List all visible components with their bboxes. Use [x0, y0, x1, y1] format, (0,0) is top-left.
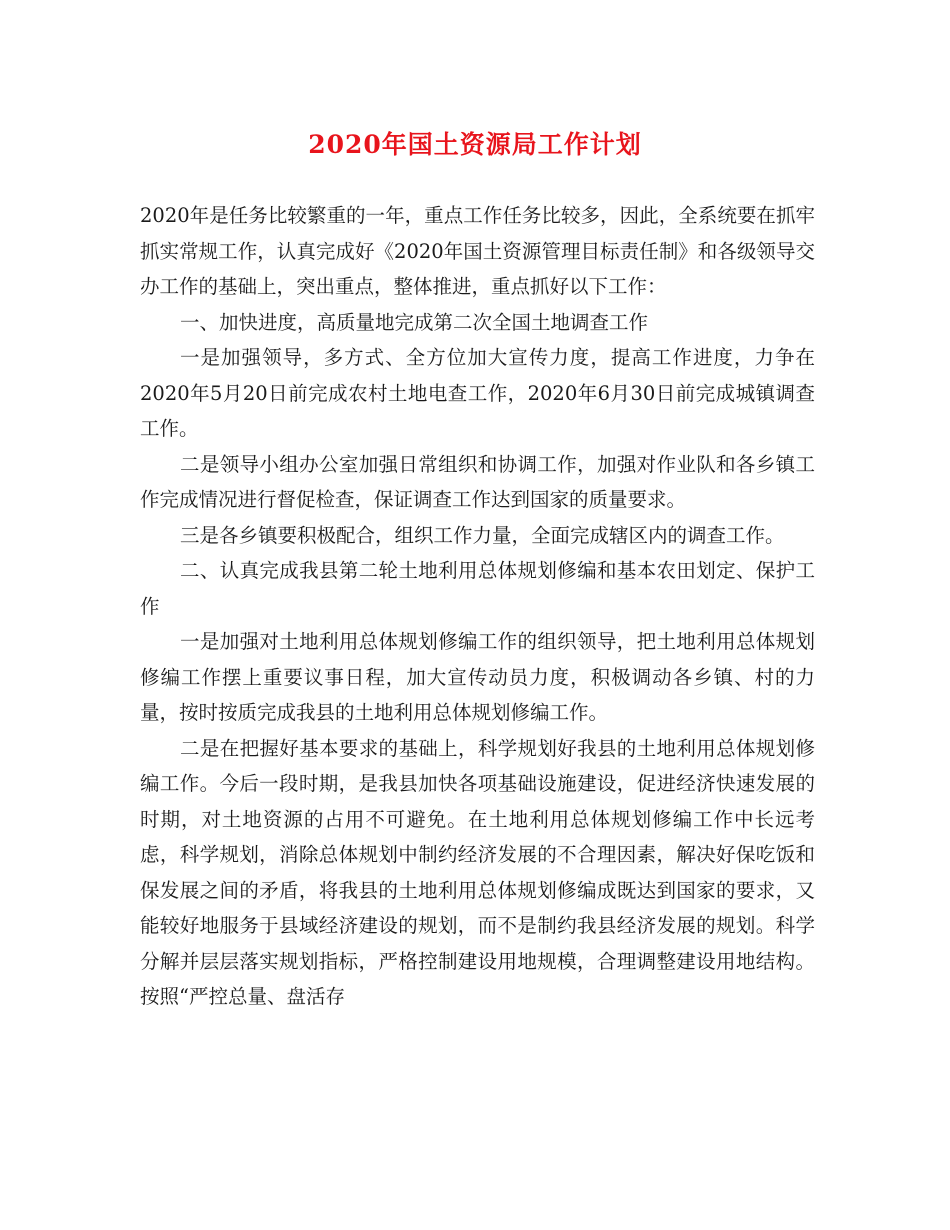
paragraph: 一是加强对土地利用总体规划修编工作的组织领导，把土地利用总体规划修编工作摆上重要议事日程，加大宣传动员力度，积极调动各乡镇、村的力量，按时按质完成我县的土地利用总体规划修编工作。	[140, 630, 815, 724]
paragraph: 一是加强领导，多方式、全方位加大宣传力度，提高工作进度，力争在2020年5月20日前完成农村土地电查工作，2020年6月30日前完成城镇调查工作。	[140, 346, 815, 440]
paragraph-intro: 2020年是任务比较繁重的一年，重点工作任务比较多，因此，全系统要在抓牢抓实常规工作，认真完成好《2020年国土资源管理目标责任制》和各级领导交办工作的基础上，突出重点，整体推进，重点抓好以下工作：	[140, 204, 815, 298]
document-body	[140, 198, 815, 1015]
section-heading-1: 一、加快进度，高质量地完成第二次全国土地调查工作	[180, 310, 649, 334]
paragraph: 二是在把握好基本要求的基础上，科学规划好我县的土地利用总体规划修编工作。今后一段时期，是我县加快各项基础设施建设，促进经济快速发展的时期，对土地资源的占用不可避免。在土地利用总体规划修编工作中长远考虑，科学规划，消除总体规划中制约经济发展的不合理因素，解决好保吃饭和保发展之间的矛盾，将我县的土地利用总体规划修编成既达到国家的要求，又能较好地服务于县域经济建设的规划，而不是制约我县经济发展的规划。科学分解并层层落实规划指标，严格控制建设用地规模，合理调整建设用地结构。按照“严控总量、盘活存	[140, 736, 815, 1008]
document-title: 2020年国土资源局工作计划	[308, 130, 642, 159]
paragraph: 三是各乡镇要积极配合，组织工作力量，全面完成辖区内的调查工作。	[180, 523, 785, 547]
paragraph: 二是领导小组办公室加强日常组织和协调工作，加强对作业队和各乡镇工作完成情况进行督促检查，保证调查工作达到国家的质量要求。	[140, 452, 815, 511]
section-heading-2: 二、认真完成我县第二轮土地利用总体规划修编和基本农田划定、保护工作	[140, 559, 815, 618]
